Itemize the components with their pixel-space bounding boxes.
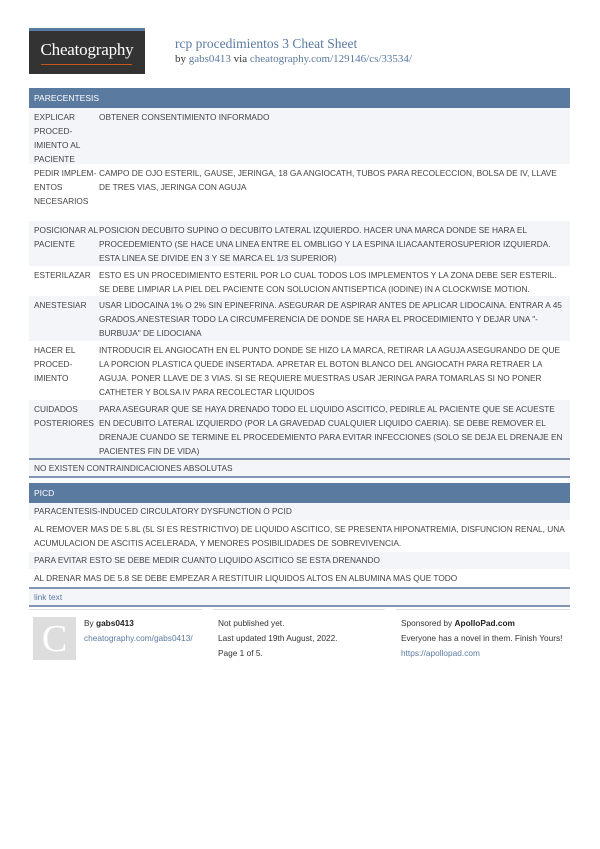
- row-key: PEDIR IMPLEMENTOS NECESARIOS: [34, 168, 97, 206]
- sheet-url-link[interactable]: cheatography.com/129146/cs/33534/: [249, 53, 412, 65]
- list-item: PARA EVITAR ESTO SE DEBE MEDIR CUANTO LIQUIDO ASCITICO SE ESTA DRENANDO: [29, 552, 570, 569]
- row-key: HACER EL PROCEDIMIENTO: [34, 345, 76, 383]
- list-item: PARACENTESIS-INDUCED CIRCULATORY DYSFUNCTION O PCID: [29, 503, 570, 520]
- row-value: ESTO ES UN PROCEDIMIENTO ESTERIL POR LO CUAL TODOS LOS IMPLEMENTOS Y LA ZONA DEBE SER ESTERIL. SE DEBE LIMPIAR LA PIEL DEL PACIENTE CON SOLUCION ANTISEPTICA (IODINE) IN A CLOCKWISE MOTION.: [99, 270, 557, 294]
- link-text-row: [29, 587, 570, 607]
- row-key: ANESTESIAR: [34, 300, 87, 310]
- sponsor-link[interactable]: https://apollopad.com: [401, 648, 480, 658]
- sponsor-tagline: Everyone has a novel in them. Finish Yours!: [401, 633, 563, 643]
- sponsor-line: [401, 616, 566, 631]
- row-key: POSICIONAR AL PACIENTE: [34, 225, 98, 249]
- section-parecentesis: [29, 88, 570, 478]
- by-prefix: by: [175, 53, 189, 65]
- table-row: [29, 341, 570, 400]
- footer-sponsor-column: [396, 609, 570, 679]
- table-row: [29, 296, 570, 341]
- cheatography-logo[interactable]: [29, 28, 145, 74]
- section-title: PICD: [29, 483, 570, 503]
- sponsor-name: ApolloPad.com: [454, 618, 515, 628]
- table-row: [29, 164, 570, 221]
- table-row: [29, 400, 570, 458]
- page-number: Page 1 of 5.: [218, 648, 263, 658]
- row-value: CAMPO DE OJO ESTERIL, GAUSE, JERINGA, 18 GA ANGIOCATH, TUBOS PARA RECOLECCION, BOLSA DE IV, LLAVE DE TRES VIAS, JERINGA CON AGUJA: [99, 168, 557, 192]
- link-text[interactable]: link text: [34, 592, 63, 602]
- footer-by-prefix: By: [84, 618, 96, 628]
- table-row: [29, 108, 570, 164]
- via-text: via: [230, 53, 250, 65]
- list-item: AL DRENAR MAS DE 5.8 SE DEBE EMPEZAR A RESTITUIR LIQUIDOS ALTOS EN ALBUMINA MAS QUE TODO: [34, 573, 458, 583]
- row-value: USAR LIDOCAINA 1% O 2% SIN EPINEFRINA. ASEGURAR DE ASPIRAR ANTES DE APLICAR LIDOCAINA. ENTRAR A 45 GRADOS.ANESTESIAR TODO LA CIRCUMFERENCIA DE DONDE SE HARA EL PROCEDIMIENTO Y DEJAR UNA "-BURBUJA" DE LIDOCIANA: [99, 300, 562, 338]
- title-block: [175, 36, 412, 66]
- page-footer: [29, 609, 570, 679]
- table-row: [29, 221, 570, 266]
- last-updated: Last updated 19th August, 2022.: [218, 633, 338, 643]
- row-key: CUIDADOS POSTERIORES: [34, 404, 94, 428]
- row-value: POSICION DECUBITO SUPINO O DECUBITO LATERAL IZQUIERDO. HACER UNA MARCA DONDE SE HARA EL PROCEDEMIENTO (SE HACE UNA LINEA ENTRE EL OMBLIGO Y LA ESPINA ILIACAANTEROSUPERIOR IZQUIERDA. ESTA LINEA SE DIVIDE EN 3 Y SE MARCA EL 1/3 SUPERIOR): [99, 225, 551, 263]
- logo-underline: [41, 64, 132, 65]
- row-value: PARA ASEGURAR QUE SE HAYA DRENADO TODO EL LIQUIDO ASCITICO, PEDIRLE AL PACIENTE QUE SE ACUESTE EN DECUBITO LATERAL IZQUIERDO (POR LA GRAVEDAD CUALQUIER LIQUIDO CAERIA). SE DEBE REMOVER EL DRENAJE CUANDO SE TERMINE EL PROCEDEMIENTO PARA EVITAR INFECCIONES (SOLO SE DEJA EL DRENAJE EN PACIENTES FIN DE VIDA): [99, 404, 563, 456]
- row-key: EXPLICAR PROCEDIMIENTO AL PACIENTE: [34, 112, 81, 164]
- row-key: ESTERILAZAR: [34, 270, 91, 280]
- byline: [175, 52, 412, 66]
- author-link[interactable]: gabs0413: [188, 53, 231, 65]
- section-picd: [29, 483, 570, 607]
- table-row: [29, 266, 570, 296]
- row-value: INTRODUCIR EL ANGIOCATH EN EL PUNTO DONDE SE HIZO LA MARCA, RETIRAR LA AGUJA ASEGURANDO DE QUE LA PORCION PLASTICA QUEDE INSERTADA. APRETAR EL BOTON BLANCO DEL ANGIOCATH PARA RETRAER LA AGUJA. PONER LLAVE DE 3 VIAS. SI SE REQUIERE MUESTRAS USAR JERINGA PARA TOMARLAS SI NO PONER CATHETER Y BOLSA IV PARA RECOLECTAR LIQUIDOS: [99, 345, 561, 397]
- section-footnote: NO EXISTEN CONTRAINDICACIONES ABSOLUTAS: [29, 458, 570, 478]
- sheet-title[interactable]: rcp procedimientos 3 Cheat Sheet: [175, 36, 358, 51]
- footer-author-link[interactable]: cheatography.com/gabs0413/: [84, 633, 193, 643]
- footer-author-column: [29, 609, 202, 679]
- footer-meta-column: [213, 609, 385, 679]
- footer-author: gabs0413: [96, 618, 134, 628]
- published-status: Not published yet.: [218, 618, 285, 628]
- footer-byline: [84, 616, 193, 631]
- page-header: [29, 28, 570, 74]
- logo-text: Cheatography: [40, 40, 134, 59]
- section-title: PARECENTESIS: [29, 88, 570, 108]
- list-item: AL REMOVER MAS DE 5.8L (5L SI ES RESTRICTIVO) DE LIQUIDO ASCITICO, SE PRESENTA HIPONATREMIA, DISFUNCION RENAL, UNA ACUMULACION DE ASCITIS ACELERADA, Y MENORES POSIBILIDADES DE SOBREVIVENCIA.: [34, 524, 565, 548]
- sponsor-prefix: Sponsored by: [401, 618, 455, 628]
- avatar: C: [33, 617, 76, 660]
- row-value: OBTENER CONSENTIMIENTO INFORMADO: [99, 112, 270, 122]
